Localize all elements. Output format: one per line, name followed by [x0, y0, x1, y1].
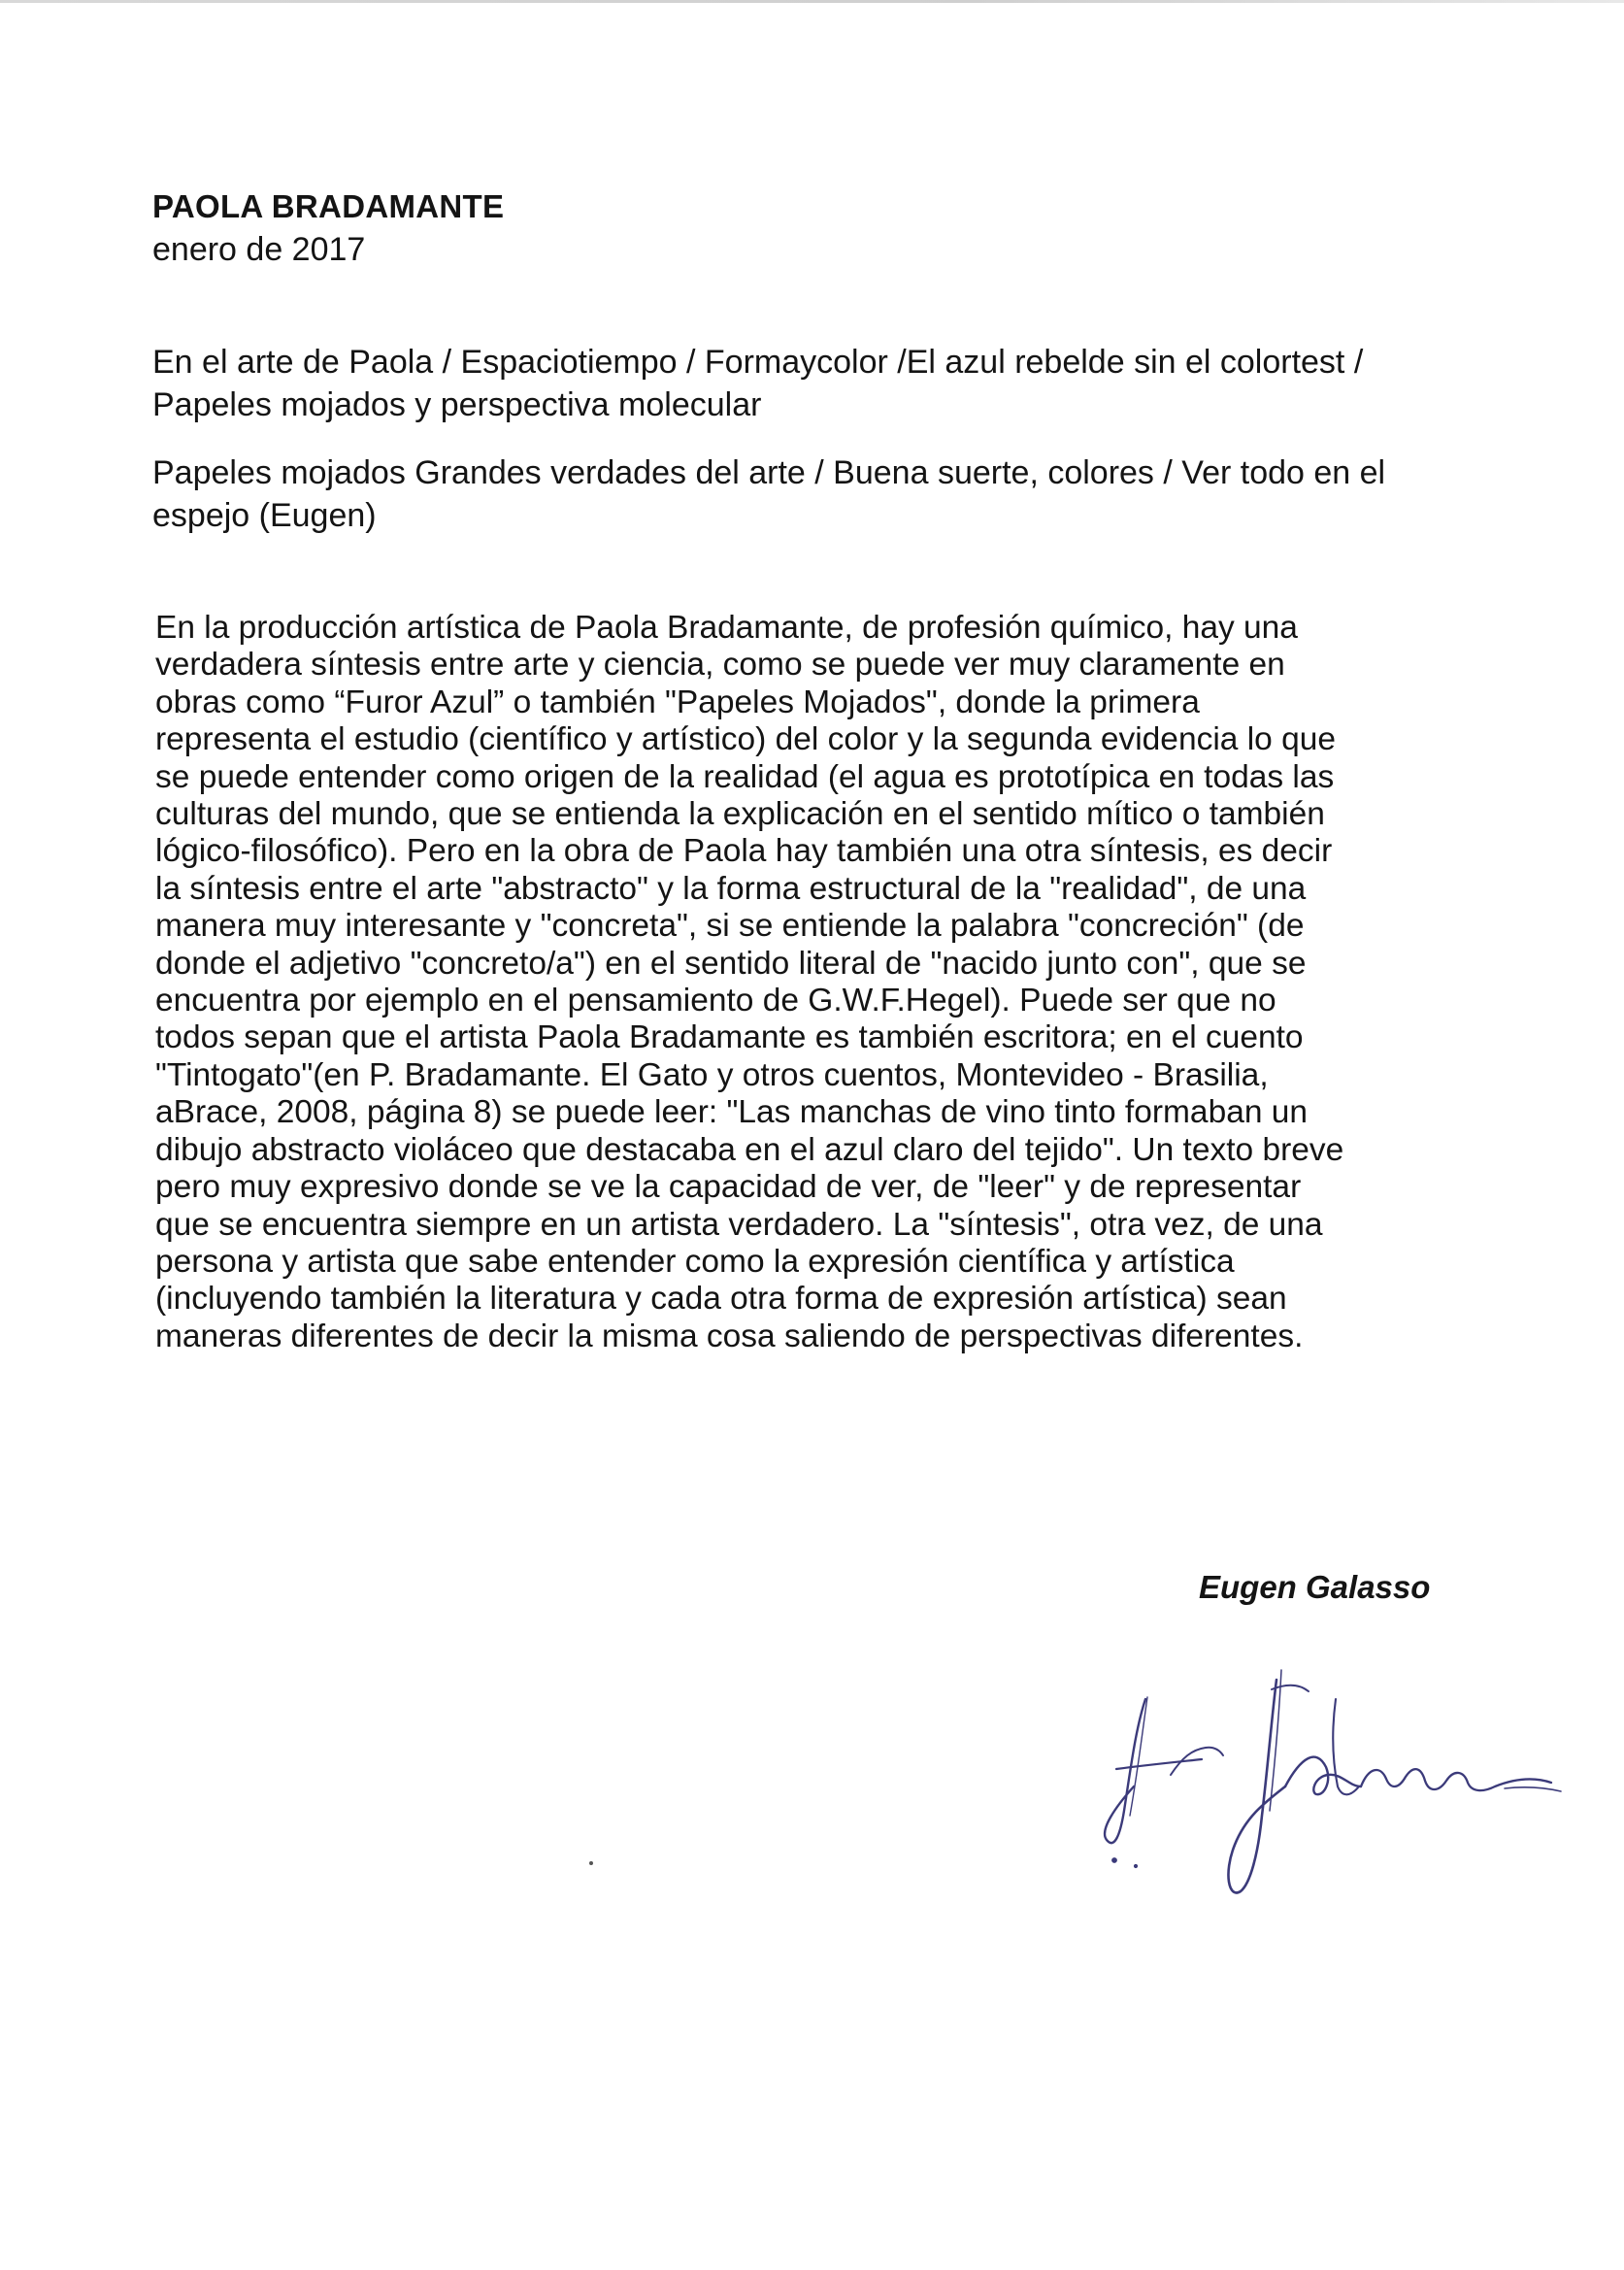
body-line: todos sepan que el artista Paola Bradamante es también escritora; en el cuento — [155, 1019, 1304, 1056]
scan-edge-line — [0, 0, 1624, 3]
body-line: persona y artista que sabe entender como la expresión científica y artística — [155, 1243, 1235, 1280]
body-line: "Tintogato"(en P. Bradamante. El Gato y otros cuentos, Montevideo - Brasilia, — [155, 1056, 1269, 1093]
body-line: En la producción artística de Paola Bradamante, de profesión químico, hay una — [155, 610, 1298, 646]
body-line: dibujo abstracto violáceo que destacaba en el azul claro del tejido". Un texto breve — [155, 1131, 1344, 1168]
body-line: que se encuentra siempre en un artista verdadero. La "síntesis", otra vez, de una — [155, 1206, 1323, 1243]
lead-paragraph-2: Papeles mojados Grandes verdades del arte / Buena suerte, colores / Ver todo en el espejo (Eugen) — [152, 454, 1386, 534]
handwritten-signature — [1077, 1641, 1582, 1913]
body-line: verdadera síntesis entre arte y ciencia, como se puede ver muy claramente en — [155, 647, 1285, 684]
body-line: representa el estudio (científico y artístico) del color y la segunda evidencia lo que — [155, 721, 1336, 758]
body-line: encuentra por ejemplo en el pensamiento de G.W.F.Hegel). Puede ser que no — [155, 983, 1276, 1019]
body-line: (incluyendo también la literatura y cada otra forma de expresión artística) sean — [155, 1281, 1287, 1318]
body-line: se puede entender como origen de la realidad (el agua es prototípica en todas las — [155, 758, 1335, 795]
signatory-name: Eugen Galasso — [1199, 1569, 1431, 1605]
body-paragraph — [155, 610, 1437, 1355]
body-line: donde el adjetivo "concreto/a") en el sentido literal de "nacido junto con", que se — [155, 945, 1307, 982]
body-line: obras como “Furor Azul” o también "Papeles Mojados", donde la primera — [155, 684, 1200, 720]
document-date: enero de 2017 — [152, 231, 366, 268]
document-header — [152, 187, 1414, 271]
body-line: lógico-filosófico). Pero en la obra de Paola hay también una otra síntesis, es decir — [155, 833, 1333, 870]
lead-paragraph-1: En el arte de Paola / Espaciotiempo / Formaycolor /El azul rebelde sin el colortest / Papeles mojados y perspectiva molecular — [152, 344, 1364, 423]
body-line: la síntesis entre el arte "abstracto" y la forma estructural de la "realidad", de una — [155, 870, 1307, 907]
scan-speck — [589, 1861, 593, 1865]
body-line: culturas del mundo, que se entienda la explicación en el sentido mítico o también — [155, 796, 1325, 833]
author-heading: PAOLA BRADAMANTE — [152, 188, 505, 224]
body-line: maneras diferentes de decir la misma cosa saliendo de perspectivas diferentes. — [155, 1318, 1304, 1354]
body-line: pero muy expresivo donde se ve la capacidad de ver, de "leer" y de representar — [155, 1169, 1302, 1206]
body-line: manera muy interesante y "concreta", si se entiende la palabra "concreción" (de — [155, 908, 1305, 945]
body-line: aBrace, 2008, página 8) se puede leer: "Las manchas de vino tinto formaban un — [155, 1094, 1309, 1131]
